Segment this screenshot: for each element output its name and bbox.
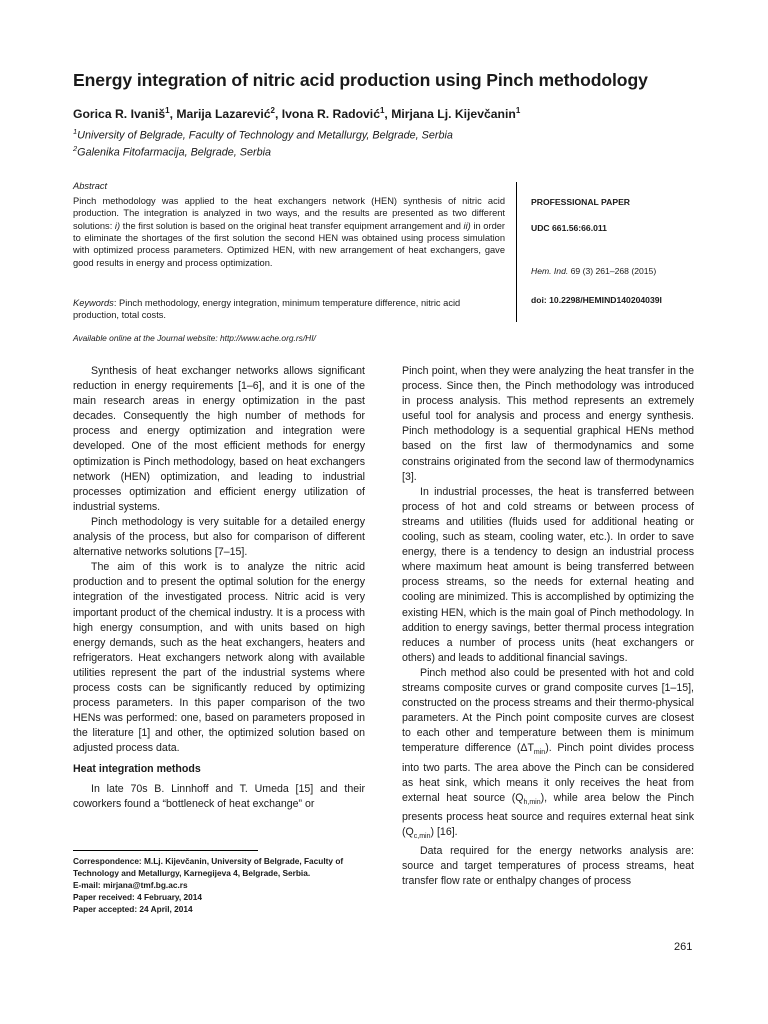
abstract-enum: ii) [463,220,471,231]
abstract-part: Pinch methodology was applied to the heat exchangers network (HEN) synthesis of nitric acid production. The integration is analyzed in two ways, and the results are presented as two different solutions: [73,196,505,231]
subscript: h,min [523,798,541,806]
journal-citation [531,266,656,276]
body-paragraph: The aim of this work is to analyze the nitric acid production and to present the optimal solution for the energy integration of the investigated process. Nitric acid is very important product of the chemical industry. It is a process with high energy consumption, and with units based on high energy demands, such as the heat exchangers, heaters and refrigerators. Heat exchangers network along with available utilities represent the part of the industrial systems where process costs can be significantly reduced by optimizing process parameters. In this paper comparison of the two HENs was performed: one, based on parameters proposed in the literature [1] and other, the optimized solution based on adjusted process data. [73,561,365,755]
body-paragraph: In industrial processes, the heat is transferred between process of hot and cold streams or between process of streams and utilities (fluids used for additional heating or cooling, such as steam, cooling water, etc.). In order to save energy, there is a tendency to design an industrial process where maximum heat amount is being transferred between process streams, so the needs for external heating and cooling are minimized. This is accomplished by optimizing the existing HEN, which is the main goal of Pinch methodology. In addition to energy savings, better thermal process integration reduces a number of process units (heat exchangers or others) and leads to additional financial savings. [402,485,694,664]
affiliation-sup: 2 [73,144,78,153]
author-name: Ivona R. Radović [281,107,380,122]
abstract-enum: i) [114,220,121,231]
abstract-part: the first solution is based on the original heat transfer equipment arrangement and [120,220,464,231]
author-name: Gorica R. Ivaniš [73,107,166,122]
body-paragraph [402,666,694,844]
text-run: Pinch method also could be presented with hot and cold streams composite curves or grand composite curves [1–15], constructed on the process streams and their thermo-physical parameters. At the Pinch point composite curves are closest to each other and temperature between them is minimum temperature difference (ΔT [402,666,694,755]
citation-text: 69 (3) 261–268 (2015) [568,266,657,276]
doi: doi: 10.2298/HEMIND140204039I [531,295,662,305]
body-paragraph: Data required for the energy networks analysis are: source and target temperatures of process streams, heat transfer flow rate or enthalpy changes of process [402,845,694,888]
correspondence-address: Technology and Metallurgy, Karnegijeva 4, Belgrade, Serbia. [73,868,311,879]
body-column-right [402,364,694,890]
paper-type: PROFESSIONAL PAPER [531,197,631,207]
affiliation-text: Galenika Fitofarmacija, Belgrade, Serbia [77,146,272,159]
paper-title: Energy integration of nitric acid production using Pinch methodology [73,70,648,90]
subscript: min [533,749,546,757]
author-name: Marija Lazarević [176,107,271,122]
author-name: Mirjana Lj. Kijevčanin [391,107,516,122]
online-availability: Available online at the Journal website: http://www.ache.org.rs/HI/ [73,333,316,343]
footnote [73,855,373,915]
author-affil-sup: 1 [165,106,170,115]
section-heading: Heat integration methods [73,763,201,776]
affiliation-sup: 1 [73,127,78,136]
correspondence: Correspondence: M.Lj. Kijevčanin, University of Belgrade, Faculty of [73,856,344,866]
keywords-text: : Pinch methodology, energy integration, minimum temperature difference, nitric acid production, total costs. [73,298,461,321]
author-affil-sup: 1 [515,106,521,115]
page-number: 261 [674,941,693,953]
affiliation [73,127,453,142]
email: E-mail: mirjana@tmf.bg.ac.rs [73,880,188,891]
affiliation-text: University of Belgrade, Faculty of Technology and Metallurgy, Belgrade, Serbia [77,129,453,142]
accepted-date: Paper accepted: 24 April, 2014 [73,904,193,915]
body-paragraph: Pinch methodology is very suitable for a detailed energy analysis of the process, but also for comparison of different alternative networks solutions [7–15]. [73,515,365,559]
received-date: Paper received: 4 February, 2014 [73,892,202,903]
keywords-label: Keywords [73,298,114,308]
udc-code: UDC 661.56:66.011 [531,223,607,233]
affiliation [73,144,271,159]
keywords [73,297,505,322]
text-run: ), while area below the Pinch presents process heat source and requires external heat sink (Q [402,791,694,839]
author-list: Gorica R. Ivaniš$^1$, Marija Lazarević$^2$, Ivona R. Radović$^1$, Mirjana Lj. Kijevčanin$^1$ [73,106,521,122]
body-column-left [73,364,365,812]
footnote-rule [73,850,258,851]
text-run: ) [16]. [430,826,458,839]
author-affil-sup: 1 [379,106,385,115]
body-paragraph: In late 70s B. Linnhoff and T. Umeda [15] and their coworkers found a “bottleneck of heat exchange” or [73,782,365,810]
sidebar-divider [516,182,517,322]
abstract-part: in order to eliminate the shortages of the first solution the second HEN was obtained using process simulation with optimized process parameters. Optimized HEN, with new arrangement of heat exchangers, gave good results in energy and process optimization. [73,220,506,268]
abstract-text [73,195,505,269]
body-paragraph: Synthesis of heat exchanger networks allows significant reduction in energy requirements [1–6], and it is one of the main research areas in energy optimization in the past decades. Consequently the high number of methods for process and energy optimization and integration were developed. One of the most efficient methods for energy optimization is Pinch methodology, based on heat exchangers network (HEN) optimization, and leading to industrial processes optimization and efficient energy utilization of industrial systems. [73,365,365,513]
body-paragraph: Pinch point, when they were analyzing the heat transfer in the process. Since then, the Pinch methodology was introduced in process analysis. This method represents an extremely useful tool for analysis and process and energy synthesis. Pinch methodology is a sequential graphical HENs method based on the first law of thermodynamics and some constrains originated from the second law of thermodynamics [3]. [402,365,694,483]
text-run: ). Pinch point divides process into two parts. The area above the Pinch can be considered as heat sink, which means it only receives the heat from external heat source (Q [402,742,694,804]
journal-name: Hem. Ind. [531,266,569,276]
subscript: c,min [413,833,431,841]
author-affil-sup: 2 [270,106,275,115]
abstract-heading: Abstract [73,181,108,191]
